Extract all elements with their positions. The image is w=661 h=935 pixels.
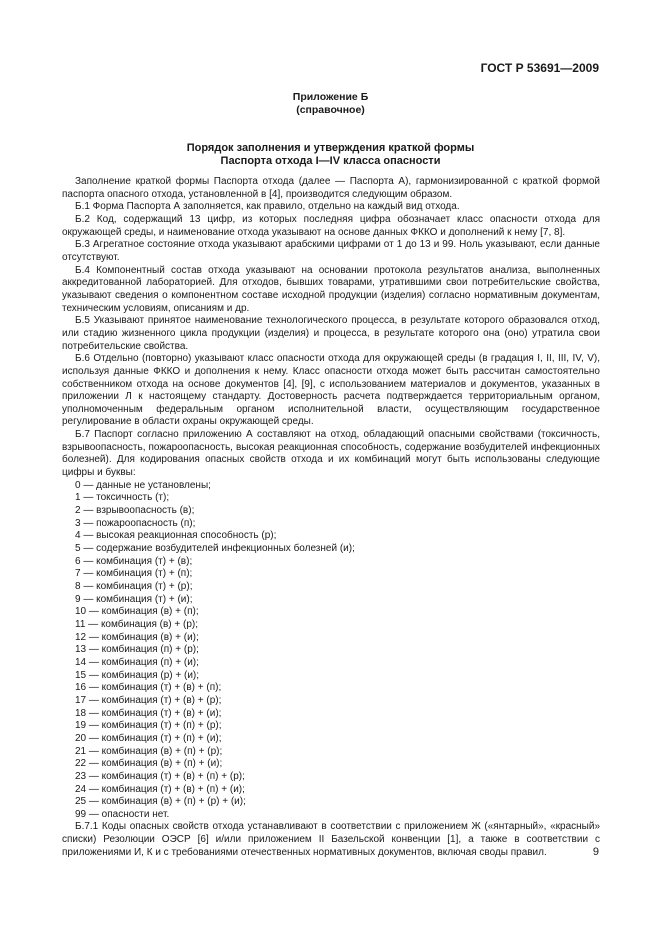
paragraph: Б.1 Форма Паспорта А заполняется, как правило, отдельно на каждый вид отхода.	[75, 201, 460, 213]
list-item: 2 — взрывоопасность (в);	[75, 505, 195, 517]
list-item: 3 — пожароопасность (п);	[75, 517, 196, 529]
list-item: 8 — комбинация (т) + (р);	[75, 581, 193, 592]
list-item: 4 — высокая реакционная способность (р);	[75, 530, 277, 542]
appendix-title	[0, 91, 661, 116]
list-item: 99 — опасности нет.	[75, 808, 170, 820]
document-body	[62, 176, 600, 859]
list-item: 6 — комбинация (т) + (в);	[75, 555, 193, 567]
list-item: 9 — комбинация (т) + (и);	[75, 593, 193, 605]
list-item: 23 — комбинация (т) + (в) + (п) + (р);	[75, 770, 245, 782]
list-item: 10 — комбинация (в) + (п);	[75, 606, 199, 618]
list-item: 7 — комбинация (т) + (п);	[75, 568, 193, 580]
paragraph: Б.4 Компонентный состав отхода указывают на основании протокола результатов анализа, выполненных аккредитованной лабораторией. Для отходов, бывших товарами, утратившими свои потребительские свойства, указывают сведения о компонентном составе исходной продукции (изделия) согласно нормативным документам, техническим условиям, описаниям и др.	[62, 264, 600, 314]
list-item: 15 — комбинация (р) + (и);	[75, 669, 200, 681]
list-item: 13 — комбинация (п) + (р);	[75, 644, 199, 656]
list-item: 19 — комбинация (т) + (п) + (р);	[75, 720, 222, 732]
appendix-label: Приложение Б	[292, 91, 369, 103]
list-item: 12 — комбинация (в) + (и);	[75, 631, 199, 643]
list-item: 16 — комбинация (т) + (в) + (п);	[75, 682, 222, 694]
list-item: 18 — комбинация (т) + (в) + (и);	[75, 707, 222, 719]
list-item: 21 — комбинация (в) + (п) + (р);	[75, 745, 223, 757]
list-item: 25 — комбинация (в) + (п) + (р) + (и);	[75, 796, 246, 808]
list-item: 11 — комбинация (в) + (р);	[75, 618, 199, 630]
appendix-subtitle: (справочное)	[296, 103, 365, 116]
heading-line-1: Порядок заполнения и утверждения краткой формы	[186, 142, 475, 154]
paragraph: Заполнение краткой формы Паспорта отхода (далее — Паспорта А), гармонизированной с краткой формой паспорта опасного отхода, установленной в [4], производится следующим образом.	[62, 176, 600, 200]
list-item: 14 — комбинация (п) + (и);	[75, 656, 199, 668]
section-heading	[0, 142, 661, 167]
list-item: 5 — содержание возбудителей инфекционных болезней (и);	[75, 543, 355, 555]
paragraph: Б.3 Агрегатное состояние отхода указывают арабскими цифрами от 1 до 13 и 99. Ноль указывают, если данные отсутствуют.	[62, 239, 600, 263]
list-item: 17 — комбинация (т) + (в) + (р);	[75, 694, 222, 706]
standard-number: ГОСТ Р 53691—2009	[480, 61, 599, 75]
paragraph-b7-1: Б.7.1 Коды опасных свойств отхода устанавливают в соответствии с приложением Ж («янтарный», «красный» списки) Резолюции ОЭСР [6] и/или приложением II Базельской конвенции [1], а также в соответствии с приложениями И, К и с требованиями отечественных нормативных документов, включая своды правил.	[62, 821, 600, 858]
heading-line-2: Паспорта отхода I—IV класса опасности	[220, 154, 441, 167]
list-item: 20 — комбинация (т) + (п) + (и);	[75, 732, 222, 744]
list-item: 22 — комбинация (в) + (п) + (и);	[75, 758, 223, 770]
list-item: 1 — токсичность (т);	[75, 492, 170, 504]
paragraph: Б.5 Указывают принятое наименование технологического процесса, в результате которого образовался отход, или стадию жизненного цикла продукции (изделия) и процесса, в результате которого она (оно) утратила свои потребительские свойства.	[62, 315, 600, 352]
list-item: 24 — комбинация (т) + (в) + (п) + (и);	[75, 783, 245, 795]
paragraph: Б.2 Код, содержащий 13 цифр, из которых последняя цифра обозначает класс опасности отхода для окружающей среды, и наименование отхода указывают на основе данных ФККО и дополнений к нему [7, 8].	[62, 213, 600, 238]
paragraph: Б.7 Паспорт согласно приложению А составляют на отход, обладающий опасными свойствами (токсичность, взрывоопасность, пожароопасность, высокая реакционная способность, содержание возбудителей инфекционных болезней). Для кодирования опасных свойств отхода и их комбинаций могут быть использованы следующие цифры и буквы:	[62, 429, 600, 479]
page-number: 9	[592, 846, 599, 858]
hazard-codes-list	[62, 480, 600, 822]
paragraph: Б.6 Отдельно (повторно) указывают класс опасности отхода для окружающей среды (в градация I, II, III, IV, V), используя данные ФККО и дополнения к нему. Класс опасности отхода может быть рассчитан самостоятельно собственником отхода на основе документов [4], [9], с использованием материалов и документов, указанных в приложении Л к настоящему стандарту. Достоверность расчета подтверждается территориальным органом, уполномоченным федеральным органом исполнительной власти, осуществляющим государственное регулирование в области охраны окружающей среды.	[62, 353, 600, 428]
list-item: 0 — данные не установлены;	[75, 479, 211, 491]
